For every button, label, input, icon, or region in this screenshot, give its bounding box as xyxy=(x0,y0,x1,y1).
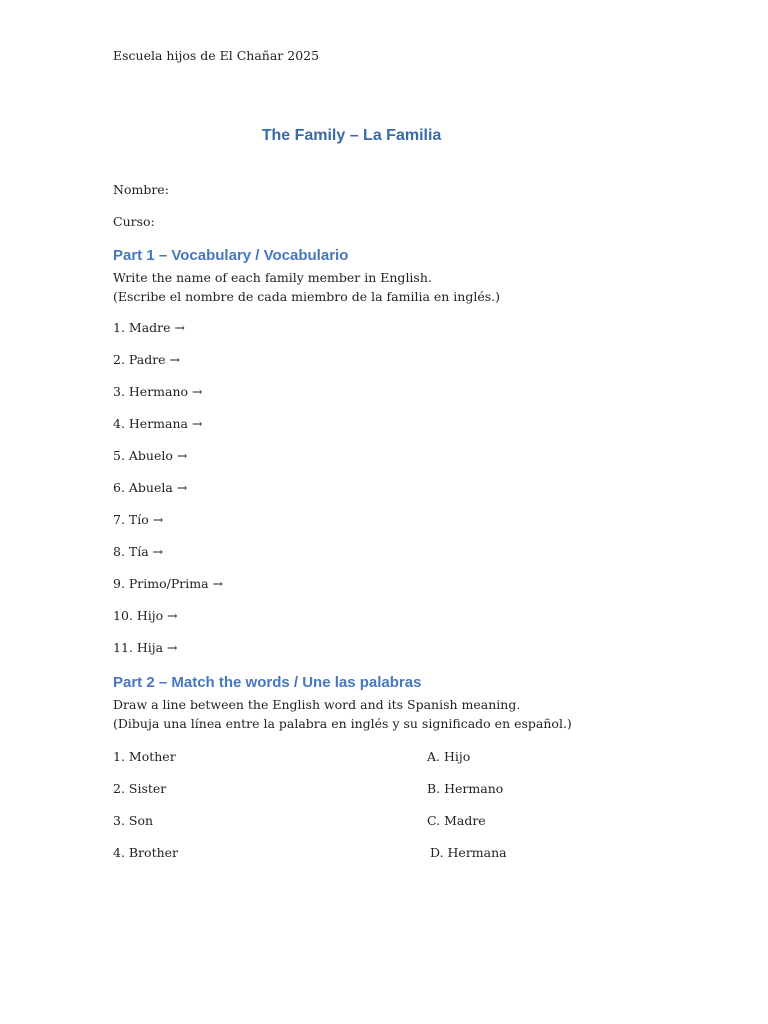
vocab-item: 10. Hijo → xyxy=(113,608,178,623)
match-english-word: 3. Son xyxy=(113,813,154,828)
vocab-item: 3. Hermano → xyxy=(113,384,203,399)
match-spanish-word: D. Hermana xyxy=(430,845,507,860)
vocab-item: 11. Hija → xyxy=(113,640,178,655)
name-field-label: Nombre: xyxy=(113,182,169,197)
vocab-item: 1. Madre → xyxy=(113,320,185,335)
school-header: Escuela hijos de El Chañar 2025 xyxy=(113,48,320,63)
part2-instruction-en: Draw a line between the English word and its Spanish meaning. xyxy=(113,697,521,712)
match-english-word: 2. Sister xyxy=(113,781,167,796)
vocab-item: 8. Tía → xyxy=(113,544,164,559)
match-english-word: 1. Mother xyxy=(113,749,176,764)
match-spanish-word: A. Hijo xyxy=(427,749,471,764)
match-english-word: 4. Brother xyxy=(113,845,179,860)
vocab-item: 9. Primo/Prima → xyxy=(113,576,224,591)
course-field-label: Curso: xyxy=(113,214,155,229)
part1-instruction-es: (Escribe el nombre de cada miembro de la familia en inglés.) xyxy=(113,289,501,304)
part2-heading: Part 2 – Match the words / Une las palabras xyxy=(113,674,422,691)
vocab-item: 4. Hermana → xyxy=(113,416,203,431)
match-spanish-word: C. Madre xyxy=(427,813,486,828)
part1-instruction-en: Write the name of each family member in English. xyxy=(113,270,432,285)
page-title: The Family – La Familia xyxy=(261,127,442,144)
vocab-item: 5. Abuelo → xyxy=(113,448,188,463)
match-spanish-word: B. Hermano xyxy=(427,781,504,796)
vocab-item: 6. Abuela → xyxy=(113,480,188,495)
vocab-item: 7. Tío → xyxy=(113,512,164,527)
part1-heading: Part 1 – Vocabulary / Vocabulario xyxy=(113,247,349,264)
part2-instruction-es: (Dibuja una línea entre la palabra en inglés y su significado en español.) xyxy=(113,716,572,731)
vocab-item: 2. Padre → xyxy=(113,352,181,367)
